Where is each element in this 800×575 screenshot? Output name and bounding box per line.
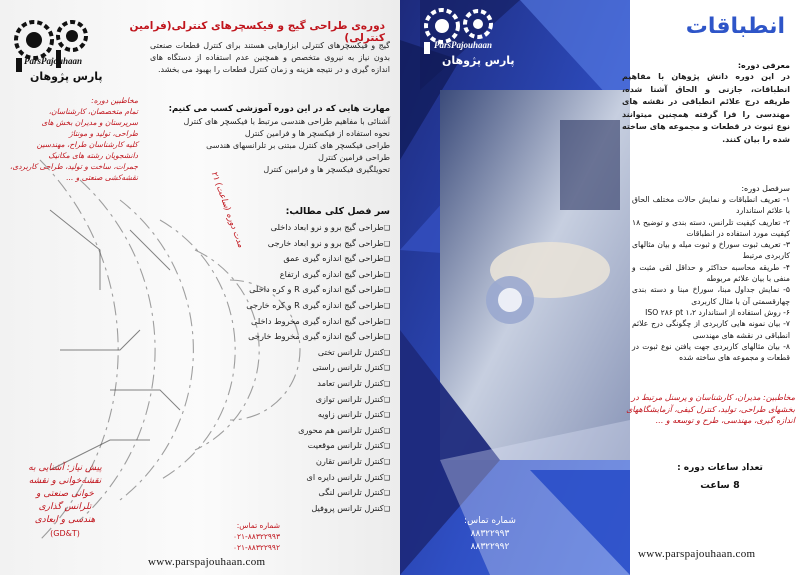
course-title: انطباقات [685,14,785,39]
blue-geometric-panel [400,0,630,575]
intro-section [622,60,790,146]
course-intro: گیج و فیکسچرهای کنترلی ابزارهایی هستند برای کنترل قطعات صنعتی بدون نیاز به نیروی متخصص و همچنین عدم استفاده از دستگاه های اندازه گیری و در نتیجه هزینه و زمان کنترل قطعات را بهبود می بخشد. [150,41,390,74]
brand-persian-name: پارس پژوهان [30,70,103,83]
outline-item: ❑ کنترل تلرانس هم محوری [140,423,390,439]
brand-latin-name: ParsPajouhaan [24,56,83,66]
intro-label: معرفی دوره: [737,61,790,70]
outline-list [140,220,390,516]
course-duration: مدت دوره (ساعت) ۲۱ [208,170,246,250]
outline-item: ❑ طراحی گیج اندازه گیری ارتفاع [140,267,390,283]
outline-item: ❑ طراحی گیج اندازه گیری R و کره خارجی [140,298,390,314]
phone-number: ۸۸۳۲۲۹۹۲ [470,542,510,552]
contact-title: شماره تماس: [236,521,280,530]
prereq-line: پیش نیاز: آشنایی به [28,463,102,473]
audience-line: دانشجویان رشته های مکانیک [48,151,138,160]
outline-item: ❑ کنترل تلرانس دایره ای [140,470,390,486]
website-link[interactable]: www.parspajouhaan.com [638,548,756,560]
skill-item: نحوه استفاده از فیکسچر ها و فرامین کنترل [244,129,390,138]
skill-item: آشنائی با مفاهیم طراحی هندسی مرتبط با فیکسچر های کنترل [183,117,390,126]
outline-item: ۸- بیان مثالهای کاربردی جهت یافتن نوع ثبوت در قطعات و مجموعه های ساخته شده [632,341,790,363]
audience-line: کلیه کارشناسان طراح، مهندسین [36,140,138,149]
phone-number: ۸۸۳۲۲۹۹۳ [470,529,510,539]
audience-line: سرپرستان و مدیران بخش های [41,118,138,127]
contact-block [205,520,280,553]
prereq-line: نقشه‌خوانی و نقشه [28,476,102,486]
audience-line: جمرات، ساخت و تولید، طراحی کاربردی، [9,162,138,171]
outline-item: ❑ کنترل تلرانس توازی [140,392,390,408]
outline-item: ❑ کنترل تلرانس تختی [140,345,390,361]
brand-logo [420,4,520,74]
outline-section [632,183,790,363]
outline-list [632,194,790,363]
outline-item: ۱- تعریف انطباقات و نمایش حالات مختلف الحاق با علائم استاندارد [632,195,790,216]
audience-block [8,95,138,183]
outline-item: ۵- نمایش جداول مبنا، سوراخ مبنا و دسته بندی چهارقسمتی آن با مثال کاربردی [632,285,790,306]
audience-line: تمام متخصصان، کارشناسان، [48,107,138,116]
audience-line: طراحی، تولید و مونتاژ [69,129,138,138]
outline-item: ۲- تعاریف کیفیت تلرانس، دسته بندی و توضیح ۱۸ کیفیت مورد استفاده در انطباقات [632,217,790,238]
outline-item: ❑ کنترل تلرانس تقارن [140,454,390,470]
brand-persian-name: پارس پژوهان [442,54,515,67]
skills-section [150,103,390,176]
brand-logo [10,14,110,92]
outline-item: ❑ کنترل تلرانس لنگی [140,485,390,501]
outline-item: ۴- طریقه محاسبه حداکثر و حداقل لقی مثبت و منفی با بیان علائم مربوطه [632,262,790,284]
outline-title: سرفصل دوره: [741,184,790,193]
prereq-line: هندسی و ابعادی [34,515,96,525]
skill-item: طراحی فرامین کنترل [318,153,390,162]
audience-line: مخاطبین: مدیران، کارشناسان و پرسنل مرتبط در [631,393,795,402]
outline-item: ❑ طراحی گیج اندازه گیری مخروط خارجی [140,329,390,345]
audience-block [605,392,795,427]
skill-item: طراحی فیکسچر های کنترل مبتنی بر تلرانسهای هندسی [206,141,390,150]
audience-line: اندازه گیری، مهندسی، طرح و توسعه و ... [655,416,795,425]
hours-value: 8 ساعت [700,480,740,491]
prereq-line: تلرانس گذاری [38,502,92,512]
prerequisite-block [10,462,120,540]
audience-line: نقشه‌کشی صنعتی و ... [66,173,138,182]
outline-item: ❑ کنترل تلرانس موقعیت [140,438,390,454]
outline-item: ❑ کنترل تلرانس راستی [140,360,390,376]
right-brochure-page [400,0,800,575]
outline-title: سر فصل کلی مطالب: [285,206,390,217]
skills-title: مهارت هایی که در این دوره آموزشی کسب می کنیم: [168,104,390,114]
outline-item: ❑ کنترل تلرانس زاویه [140,407,390,423]
outline-item: ❑ طراحی گیج برو و نرو ابعاد خارجی [140,236,390,252]
outline-item: ۶- روش استفاده از استاندارد ISO ۲۸۶ pt ۱،۲ [645,307,790,317]
outline-item: ❑ طراحی گیج اندازه گیری R و کره داخلی [140,282,390,298]
course-intro: در این دوره دانش پژوهان با مفاهیم انطباقات، جازنی و الحاق آشنا شده، طریقه درج علائم انطباقی در نقشه های مهندسی را فرا گرفته همچنین میتوانند نوع ثبوت در قطعات و مجموعه های ساخته شده را بیان کنند. [622,72,790,144]
outline-item: ❑ کنترل تلرانس تعامد [140,376,390,392]
skill-item: تحویلگیری فیکسچر ها و فرامین کنترل [263,165,390,174]
audience-line: مخاطبین دوره: [91,96,138,105]
outline-item: ❑ طراحی گیج اندازه گیری عمق [140,251,390,267]
prereq-line: (GD&T) [50,529,80,538]
contact-block [440,515,540,554]
outline-item: ❑ کنترل تلرانس پروفیل [140,501,390,517]
audience-line: بخشهای طراحی، تولید، کنترل کیفی، آزمایشگاههای [626,404,795,414]
phone-number: ۰۲۱-۸۸۳۲۲۹۹۳ [232,532,280,541]
brand-latin-name: ParsPajouhaan [434,40,493,50]
website-link[interactable]: www.parspajouhaan.com [148,556,266,568]
course-title: دوره‌ی طراحی گیج و فیکسچرهای کنترلی(فرامین کنترلی) [129,20,385,44]
outline-item: ۳- تعریف ثبوت سوراخ و ثبوت میله و بیان مثالهای کاربردی مرتبط [632,240,790,261]
outline-item: ۷- بیان نمونه هایی کاربردی از چگونگی درج علائم انطباقی در نقشه های مهندسی [632,319,790,340]
contact-title: شماره تماس: [464,516,516,526]
prereq-line: خوانی صنعتی و [36,489,94,499]
hours-label: تعداد ساعات دوره : [677,463,763,473]
outline-item: ❑ طراحی گیج اندازه گیری مخروط داخلی [140,314,390,330]
phone-number: ۰۲۱-۸۸۳۲۲۹۹۲ [232,543,280,552]
outline-item: ❑ طراحی گیج برو و نرو ابعاد داخلی [140,220,390,236]
